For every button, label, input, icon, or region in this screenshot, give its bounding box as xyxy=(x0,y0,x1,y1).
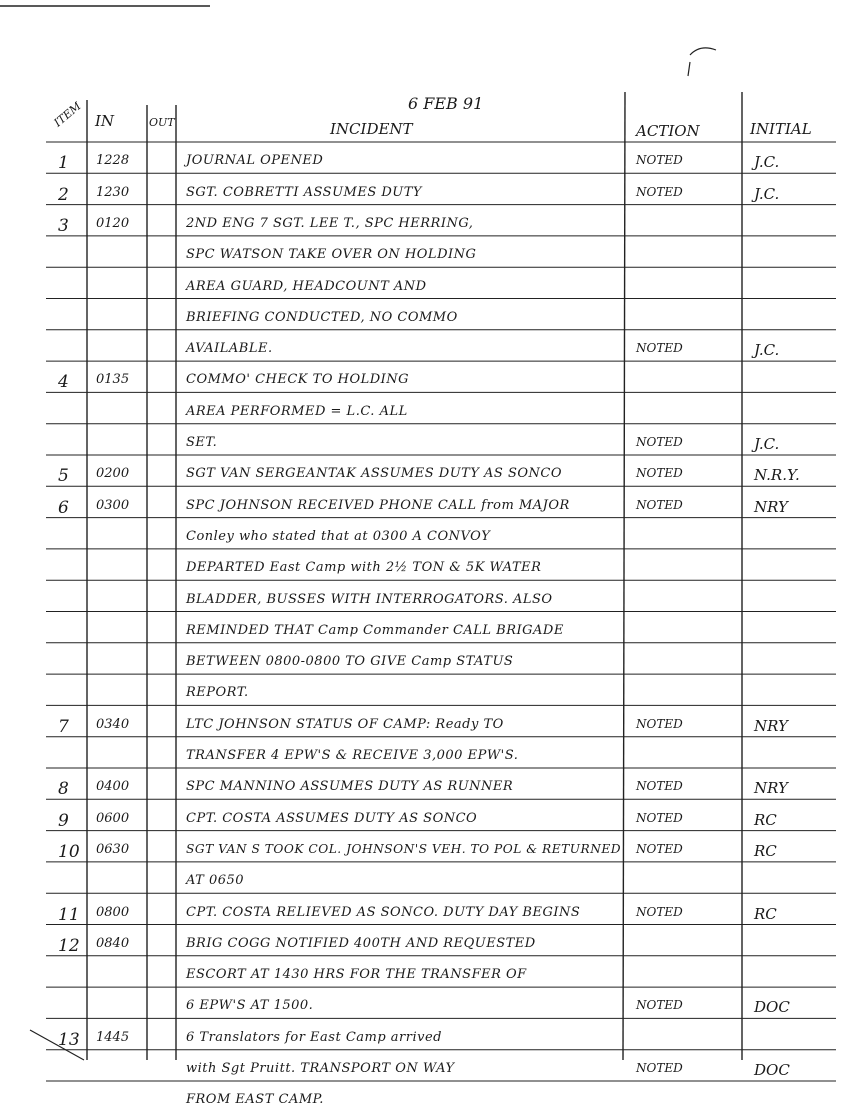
row-time: 0400 xyxy=(96,779,130,795)
row-item-number: 8 xyxy=(58,779,69,800)
row-incident-text: LTC JOHNSON STATUS OF CAMP: Ready TO xyxy=(186,716,504,732)
row-action: NOTED xyxy=(636,466,683,481)
row-item-number: 5 xyxy=(58,466,69,487)
row-action: NOTED xyxy=(636,153,683,168)
row-initial: J.C. xyxy=(754,341,780,360)
row-time: 0200 xyxy=(96,466,130,482)
row-action: NOTED xyxy=(636,1061,683,1075)
row-incident-text: BRIG COGG NOTIFIED 400TH AND REQUESTED xyxy=(186,935,536,951)
pen-mark-tick xyxy=(688,62,690,76)
row-time: 1228 xyxy=(96,153,130,169)
row-incident-text: AREA PERFORMED = L.C. ALL xyxy=(186,403,408,419)
row-incident-text: CPT. COSTA ASSUMES DUTY AS SONCO xyxy=(186,810,478,826)
row-incident-text: SET. xyxy=(186,435,218,450)
row-initial: DOC xyxy=(754,1061,790,1079)
row-item-number: 10 xyxy=(58,841,80,862)
row-initial: NRY xyxy=(754,497,788,516)
row-initial: J.C. xyxy=(754,435,780,453)
row-time: 0600 xyxy=(96,810,130,826)
column-rule xyxy=(623,92,625,1060)
row-incident-text: FROM EAST CAMP. xyxy=(186,1092,324,1107)
row-item-number: 9 xyxy=(58,810,69,831)
row-incident-text: 6 Translators for East Camp arrived xyxy=(186,1029,442,1045)
row-incident-text: REPORT. xyxy=(186,685,249,701)
row-action: NOTED xyxy=(636,435,683,449)
row-incident-text: SPC JOHNSON RECEIVED PHONE CALL from MAJOR xyxy=(186,497,570,513)
row-incident-text: CPT. COSTA RELIEVED AS SONCO. DUTY DAY BEGINS xyxy=(186,904,581,920)
row-action: NOTED xyxy=(636,841,683,856)
row-item-number: 7 xyxy=(58,716,69,737)
row-action: NOTED xyxy=(636,497,683,512)
row-action: NOTED xyxy=(636,810,683,825)
row-item-number: 1 xyxy=(58,153,69,174)
header-incident: INCIDENT xyxy=(330,120,413,138)
row-initial: NRY xyxy=(754,779,788,798)
row-incident-text: SGT. COBRETTI ASSUMES DUTY xyxy=(186,184,422,200)
row-item-number: 4 xyxy=(58,372,69,393)
row-incident-text: 2ND ENG 7 SGT. LEE T., SPC HERRING, xyxy=(186,215,474,231)
row-item-number: 13 xyxy=(58,1029,80,1050)
row-incident-text: AT 0650 xyxy=(186,873,245,889)
row-item-number: 2 xyxy=(58,184,69,205)
row-item-number: 11 xyxy=(58,904,80,925)
row-time: 1230 xyxy=(96,184,130,200)
row-incident-text: ESCORT AT 1430 HRS FOR THE TRANSFER OF xyxy=(186,967,527,983)
row-incident-text: SGT VAN SERGEANTAK ASSUMES DUTY AS SONCO xyxy=(186,466,563,482)
row-incident-text: REMINDED THAT Camp Commander CALL BRIGADE xyxy=(186,622,564,638)
row-incident-text: SPC MANNINO ASSUMES DUTY AS RUNNER xyxy=(186,779,514,795)
row-incident-text: BETWEEN 0800-0800 TO GIVE Camp STATUS xyxy=(186,654,514,670)
row-time: 0300 xyxy=(96,497,130,513)
row-incident-text: COMMO' CHECK TO HOLDING xyxy=(186,372,410,388)
row-item-number: 3 xyxy=(58,215,69,236)
row-incident-text: DEPARTED East Camp with 2½ TON & 5K WATER xyxy=(186,560,542,576)
row-incident-text: 6 EPW'S AT 1500. xyxy=(186,998,314,1014)
row-incident-text: JOURNAL OPENED xyxy=(186,153,324,169)
row-item-number: 6 xyxy=(58,497,69,518)
row-time: 0340 xyxy=(96,716,130,732)
row-initial: J.C. xyxy=(754,153,780,172)
row-incident-text: BLADDER, BUSSES WITH INTERROGATORS. ALSO xyxy=(186,591,553,607)
row-incident-text: TRANSFER 4 EPW'S & RECEIVE 3,000 EPW'S. xyxy=(186,748,519,763)
pen-mark xyxy=(690,48,716,55)
row-initial: J.C. xyxy=(754,184,780,203)
row-initial: RC xyxy=(754,810,777,829)
header-item: ITEM xyxy=(51,99,84,130)
row-initial: RC xyxy=(754,841,777,860)
row-initial: NRY xyxy=(754,716,788,735)
row-action: NOTED xyxy=(636,341,683,356)
header-action: ACTION xyxy=(636,122,700,140)
row-initial: DOC xyxy=(754,998,790,1017)
row-time: 0120 xyxy=(96,215,130,231)
row-time: 0630 xyxy=(96,841,130,857)
row-time: 0800 xyxy=(96,904,130,920)
row-incident-text: AVAILABLE. xyxy=(186,341,273,357)
row-action: NOTED xyxy=(636,184,683,199)
row-incident-text: Conley who stated that at 0300 A CONVOY xyxy=(186,528,491,544)
row-action: NOTED xyxy=(636,904,683,919)
row-action: NOTED xyxy=(636,779,683,794)
row-incident-text: SGT VAN S TOOK COL. JOHNSON'S VEH. TO POL & RETURNED xyxy=(186,841,622,856)
row-incident-text: SPC WATSON TAKE OVER ON HOLDING xyxy=(186,247,477,263)
row-initial: N.R.Y. xyxy=(754,466,800,485)
journal-date: 6 FEB 91 xyxy=(408,94,484,113)
row-action: NOTED xyxy=(636,716,683,731)
row-time: 0840 xyxy=(96,935,130,951)
row-action: NOTED xyxy=(636,998,683,1013)
row-incident-text: with Sgt Pruitt. TRANSPORT ON WAY xyxy=(186,1061,455,1076)
row-initial: RC xyxy=(754,904,777,923)
header-initial: INITIAL xyxy=(750,120,812,138)
row-incident-text: AREA GUARD, HEADCOUNT AND xyxy=(186,278,427,294)
row-incident-text: BRIEFING CONDUCTED, NO COMMO xyxy=(186,309,458,325)
header-in: IN xyxy=(95,112,115,130)
row-time: 0135 xyxy=(96,372,130,388)
row-item-number: 12 xyxy=(58,935,80,956)
row-time: 1445 xyxy=(96,1029,130,1045)
header-out: OUT xyxy=(149,116,175,129)
